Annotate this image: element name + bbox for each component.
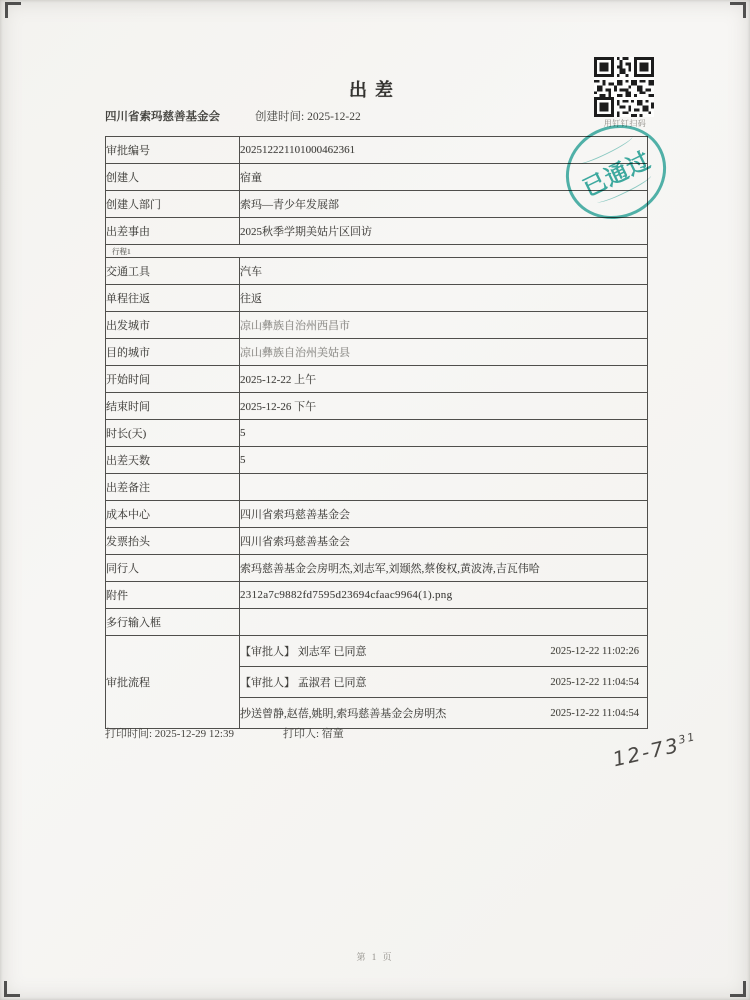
qr-code-block — [594, 57, 656, 129]
handwritten-superscript: 31 — [677, 729, 698, 747]
table-row — [106, 420, 648, 447]
field-label: 结束时间 — [106, 393, 240, 420]
field-value: 往返 — [240, 285, 648, 312]
approved-stamp-text: 已通过 — [579, 146, 655, 201]
document-title: 出差 — [349, 80, 401, 100]
table-row — [106, 528, 648, 555]
printer-name-label: 打印人: 宿童 — [283, 728, 344, 740]
scan-corner-mark — [4, 981, 20, 997]
table-row — [106, 137, 648, 164]
field-label: 交通工具 — [106, 258, 240, 285]
approval-step — [240, 698, 648, 729]
approval-step-time: 2025-12-22 11:04:54 — [550, 676, 639, 688]
field-label: 开始时间 — [106, 366, 240, 393]
qr-caption: 用钉钉扫码 — [603, 119, 647, 128]
field-label: 出发城市 — [106, 312, 240, 339]
table-row — [106, 258, 648, 285]
approval-flow-row — [106, 636, 648, 667]
approval-step — [240, 667, 648, 698]
qr-code-icon — [594, 57, 654, 117]
field-value: 2025-12-26 下午 — [240, 393, 648, 420]
handwritten-note — [610, 729, 699, 772]
scan-corner-mark — [5, 2, 21, 18]
field-value: 2025秋季学期美姑片区回访 — [240, 218, 648, 245]
organization-name: 四川省索玛慈善基金会 — [105, 111, 220, 123]
field-label: 审批编号 — [106, 137, 240, 164]
field-label: 多行输入框 — [106, 609, 240, 636]
table-row — [106, 191, 648, 218]
field-value: 凉山彝族自治州美姑县 — [240, 339, 648, 366]
field-label: 出差天数 — [106, 447, 240, 474]
field-label: 单程往返 — [106, 285, 240, 312]
table-row — [106, 285, 648, 312]
trip-section-label: 行程1 — [106, 245, 648, 258]
field-label: 同行人 — [106, 555, 240, 582]
trip-section-row — [106, 245, 648, 258]
table-row — [106, 393, 648, 420]
field-label: 出差事由 — [106, 218, 240, 245]
field-label: 发票抬头 — [106, 528, 240, 555]
approval-flow-label: 审批流程 — [106, 636, 240, 729]
table-row — [106, 312, 648, 339]
scan-corner-mark — [730, 981, 746, 997]
field-value: 凉山彝族自治州西昌市 — [240, 312, 648, 339]
trip-form-table — [105, 136, 648, 729]
approval-step-time: 2025-12-22 11:04:54 — [550, 707, 639, 719]
field-label: 目的城市 — [106, 339, 240, 366]
field-label: 创建人 — [106, 164, 240, 191]
table-row — [106, 609, 648, 636]
field-label: 创建人部门 — [106, 191, 240, 218]
table-row — [106, 447, 648, 474]
field-value: 2025-12-22 上午 — [240, 366, 648, 393]
field-value: 5 — [240, 420, 648, 447]
field-value: 汽车 — [240, 258, 648, 285]
table-row — [106, 339, 648, 366]
approval-step-text: 【审批人】 刘志军 已同意 — [240, 646, 367, 658]
table-row — [106, 555, 648, 582]
field-value: 宿童 — [240, 164, 648, 191]
table-row — [106, 218, 648, 245]
page-number: 第 1 页 — [356, 952, 394, 962]
approval-cc-text: 抄送曾静,赵蓓,姚眀,索玛慈善基金会房明杰 — [240, 708, 447, 720]
field-value: 四川省索玛慈善基金会 — [240, 501, 648, 528]
table-row — [106, 474, 648, 501]
field-value: 索玛—青少年发展部 — [240, 191, 648, 218]
field-label: 附件 — [106, 582, 240, 609]
attachment-filename: 2312a7c9882fd7595d23694cfaac9964(1).png — [240, 582, 648, 609]
field-label: 时长(天) — [106, 420, 240, 447]
field-value — [240, 609, 648, 636]
table-row — [106, 366, 648, 393]
print-time-label: 打印时间: 2025-12-29 12:39 — [105, 728, 234, 740]
approval-step-text: 【审批人】 孟淑君 已同意 — [240, 677, 367, 689]
created-time-label: 创建时间: 2025-12-22 — [255, 111, 361, 123]
table-row — [106, 501, 648, 528]
scan-corner-mark — [730, 2, 746, 18]
field-value: 5 — [240, 447, 648, 474]
field-value: 四川省索玛慈善基金会 — [240, 528, 648, 555]
field-label: 出差备注 — [106, 474, 240, 501]
handwritten-number: 12-73 — [610, 732, 683, 772]
field-label: 成本中心 — [106, 501, 240, 528]
field-value: 202512221101000462361 — [240, 137, 648, 164]
table-row — [106, 582, 648, 609]
field-value: 索玛慈善基金会房明杰,刘志军,刘颋然,蔡俊权,黄波涛,吉瓦伟哈 — [240, 555, 648, 582]
field-value — [240, 474, 648, 501]
approval-step — [240, 636, 648, 667]
approval-step-time: 2025-12-22 11:02:26 — [550, 645, 639, 657]
